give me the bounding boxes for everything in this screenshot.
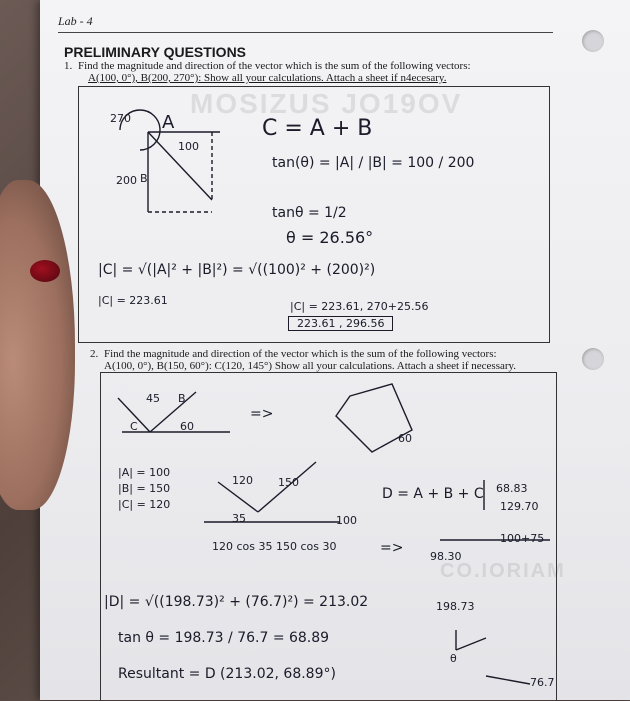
sketch-vector-b2 bbox=[150, 392, 196, 432]
page-title: PRELIMINARY QUESTIONS bbox=[64, 44, 247, 60]
q2-text-line2: A(100, 0°), B(150, 60°): C(120, 145°) Show all your calculations. Attach a sheet if necessary. bbox=[104, 360, 517, 372]
vector-a-label: A bbox=[162, 112, 175, 133]
x-value: 98.30 bbox=[430, 550, 462, 563]
q2-text-line1: Find the magnitude and direction of the vector which is the sum of the following vectors: bbox=[104, 348, 497, 360]
q1-text-line2: A(100, 0°), B(200, 270°): Show all your calculations. Attach a sheet if n4ecesary. bbox=[88, 72, 447, 84]
result-line: |C| = 223.61, 270+25.56 bbox=[290, 300, 429, 313]
vector-b-label: B bbox=[140, 172, 148, 185]
tan-half: tanθ = 1/2 bbox=[272, 205, 347, 221]
magnitude-formula: |C| = √(|A|² + |B|²) = √((100)² + (200)²) bbox=[98, 262, 376, 278]
cos-terms: 120 cos 35 150 cos 30 bbox=[212, 540, 337, 553]
tan-equation: tan(θ) = |A| / |B| = 100 / 200 bbox=[272, 155, 475, 171]
angle-60-label: 60 bbox=[180, 420, 194, 433]
watermark-bleed: CO.IORIAM bbox=[440, 560, 566, 582]
theta-value: θ = 26.56° bbox=[286, 228, 374, 247]
x-sum: 100+75 bbox=[500, 532, 545, 545]
a-magnitude: |A| = 100 bbox=[118, 466, 171, 479]
d-y-component: 129.70 bbox=[500, 500, 539, 513]
c-equation: C = A + B bbox=[262, 116, 373, 141]
q1-number: 1. bbox=[64, 60, 73, 72]
watermark-bleed: MOSIZUS JO19OV bbox=[190, 88, 463, 119]
b-magnitude: |B| = 150 bbox=[118, 482, 171, 495]
sketch-resultant bbox=[148, 132, 212, 200]
b-vector-label: B bbox=[178, 392, 186, 405]
boxed-answer: 223.61 , 296.56 bbox=[288, 316, 393, 331]
x-final: 76.7 bbox=[530, 676, 555, 689]
sketch-angle-arc bbox=[120, 110, 160, 150]
tan-d: tan θ = 198.73 / 76.7 = 68.89 bbox=[118, 630, 330, 646]
sketch-vector-c2 bbox=[118, 398, 150, 432]
lab-label: Lab - 4 bbox=[58, 14, 93, 28]
angle-label: 270 bbox=[110, 112, 131, 125]
label-120: 120 bbox=[232, 474, 253, 487]
theta-label: θ bbox=[450, 652, 457, 665]
sketch-polygon bbox=[336, 384, 412, 452]
sketch-120 bbox=[218, 482, 258, 512]
d-magnitude: |D| = √((198.73)² + (76.7)²) = 213.02 bbox=[104, 594, 369, 610]
sketch-bottom-arrow bbox=[486, 676, 530, 684]
q1-text-line1: Find the magnitude and direction of the vector which is the sum of the following vectors: bbox=[78, 60, 471, 72]
c-magnitude: |C| = 120 bbox=[118, 498, 171, 511]
angle-45-label: 45 bbox=[146, 392, 160, 405]
angle-35: 35 bbox=[232, 512, 246, 525]
d-equation: D = A + B + C bbox=[382, 486, 484, 502]
arrow-implies: => bbox=[250, 406, 274, 422]
arrow-implies-2: => bbox=[380, 540, 404, 556]
red-fingernail bbox=[30, 260, 60, 282]
magnitude-value: |C| = 223.61 bbox=[98, 294, 168, 307]
label-150: 150 bbox=[278, 476, 299, 489]
sketch-150 bbox=[258, 462, 316, 512]
y-label: 198.73 bbox=[436, 600, 475, 613]
q2-number: 2. bbox=[90, 348, 99, 360]
sketch-small-diag bbox=[456, 638, 486, 650]
length-100-label: 100 bbox=[178, 140, 199, 153]
d-angle: 68.83 bbox=[496, 482, 528, 495]
angle-60-right: 60 bbox=[398, 432, 412, 445]
length-200-label: 200 bbox=[116, 174, 137, 187]
resultant: Resultant = D (213.02, 68.89°) bbox=[118, 666, 336, 682]
label-100: 100 bbox=[336, 514, 357, 527]
c-vector-label: C bbox=[130, 420, 138, 433]
